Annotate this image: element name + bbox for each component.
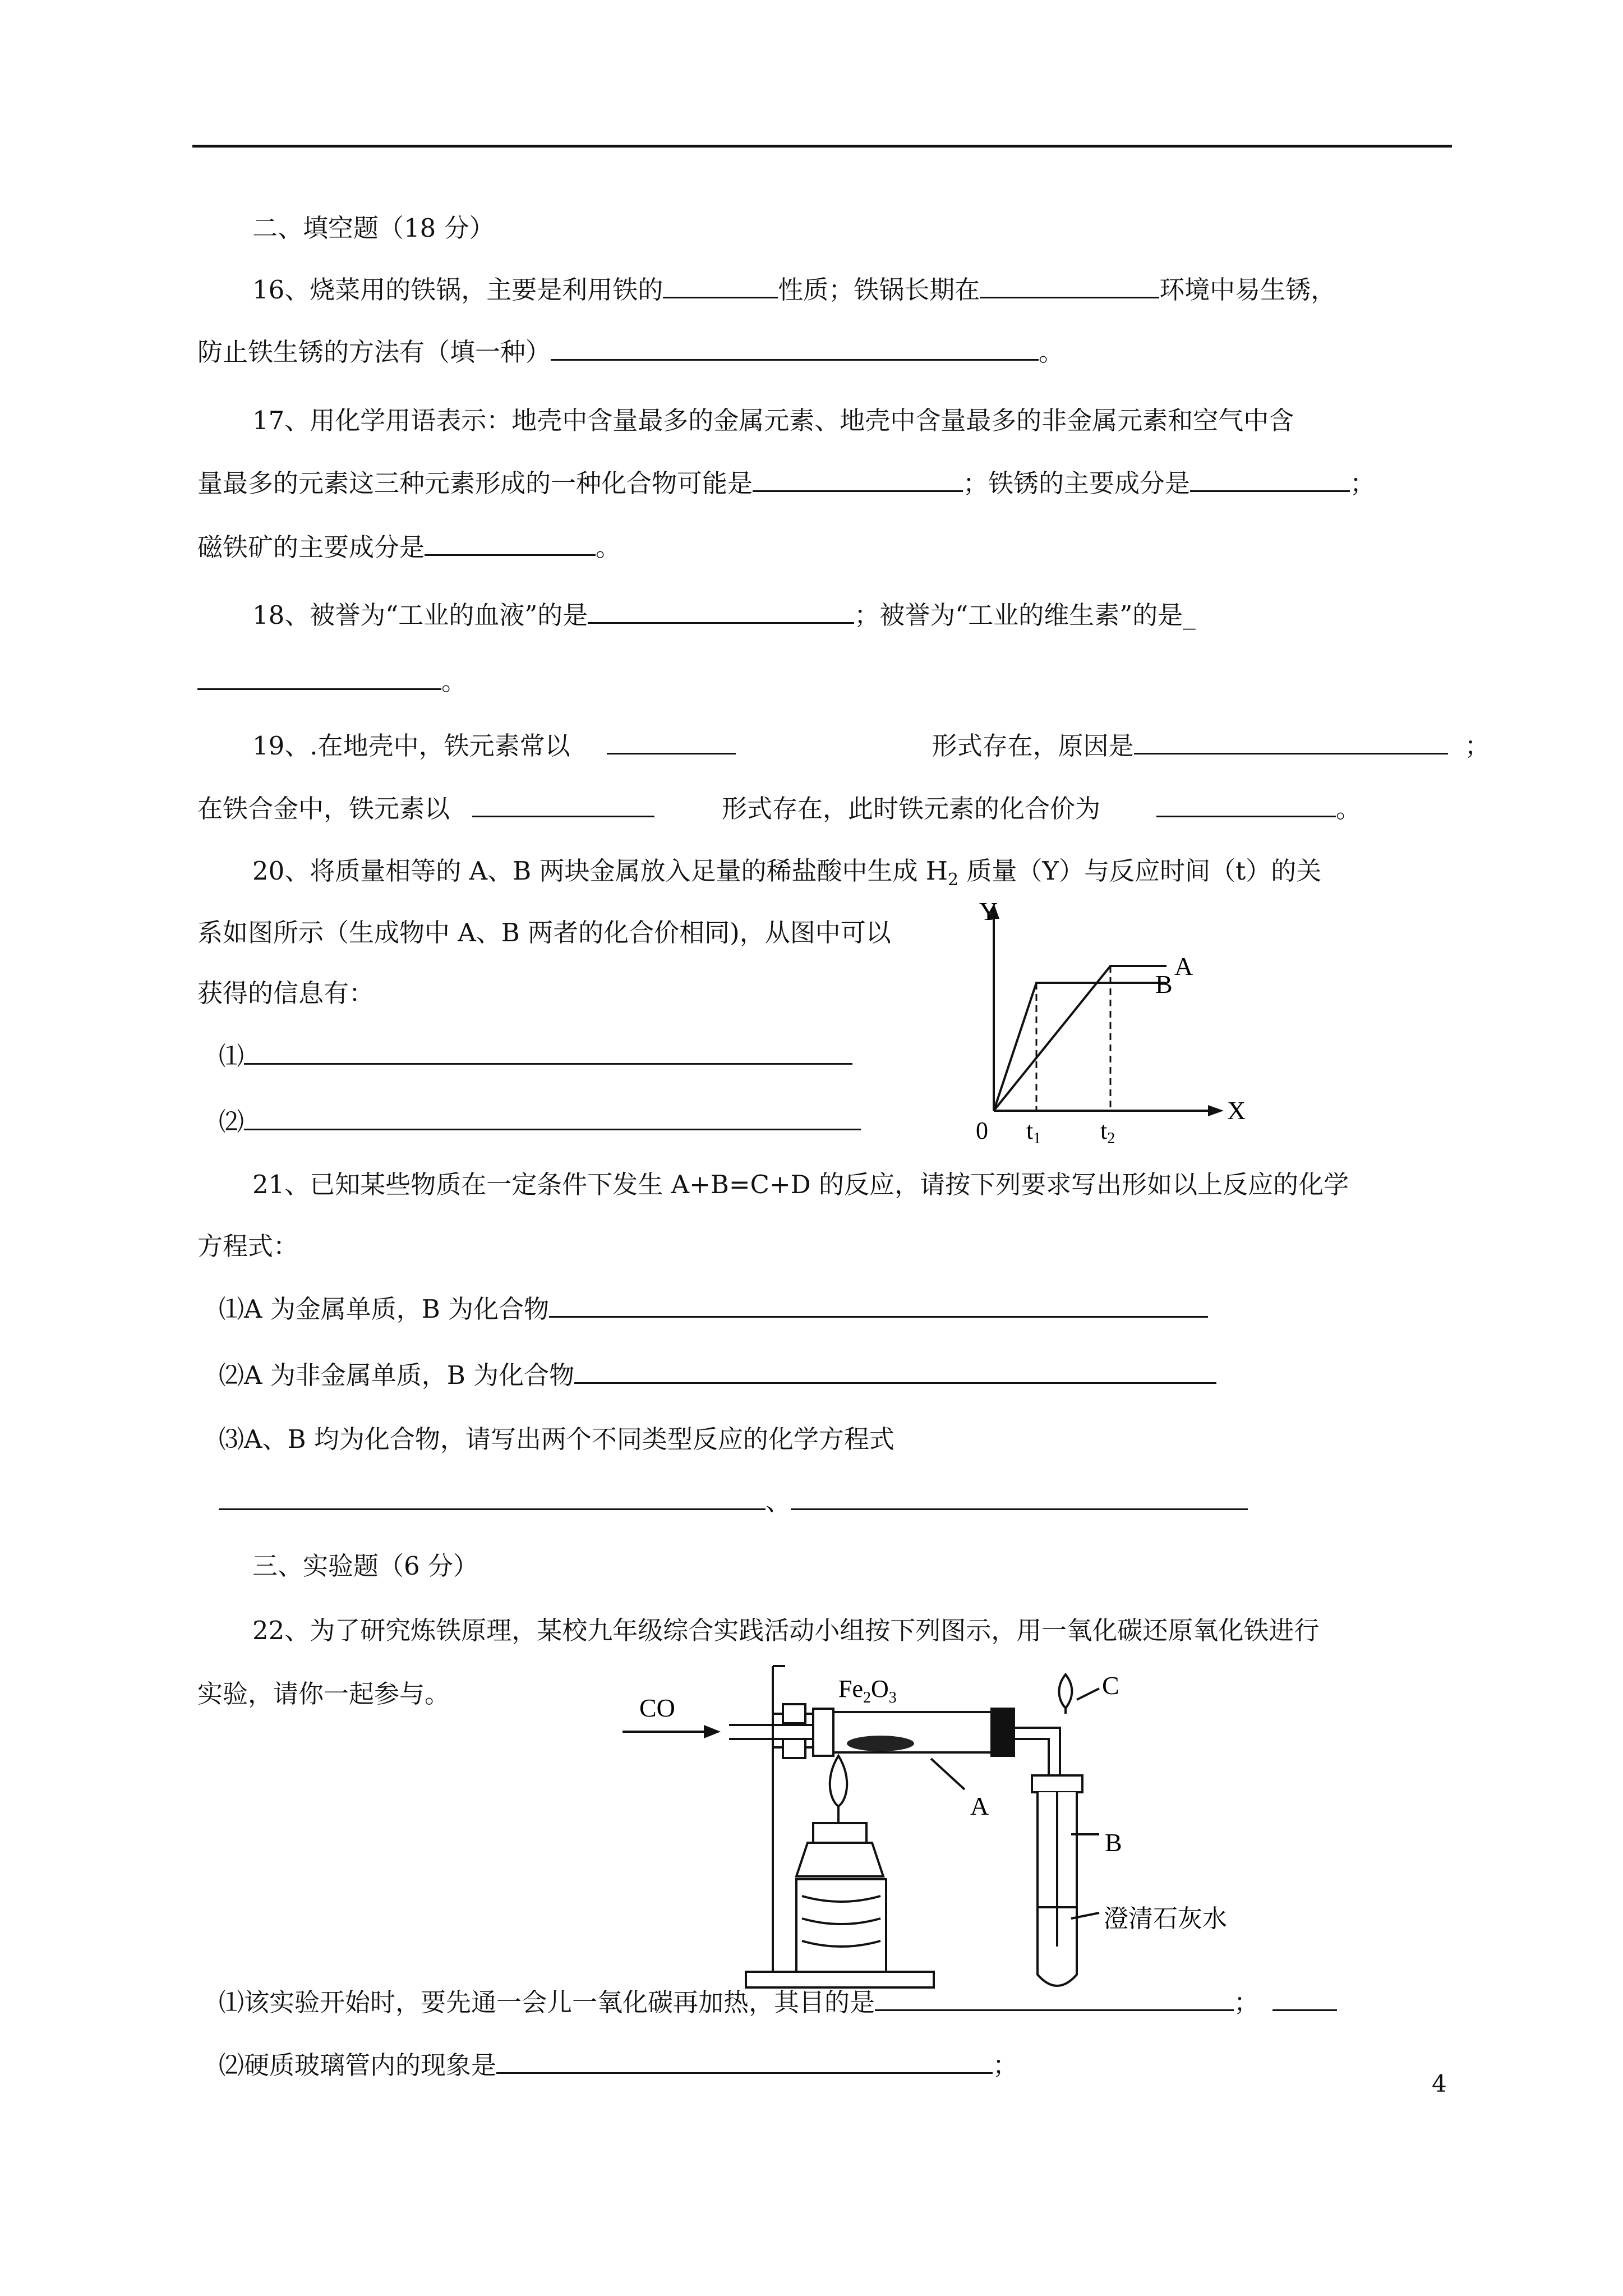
- x-axis-label: X: [1227, 1096, 1246, 1125]
- answer-blank[interactable]: [244, 1105, 861, 1130]
- question-19-line-2: 在铁合金中，铁元素以 形式存在，此时铁元素的化合价为 。: [197, 792, 1361, 826]
- answer-blank[interactable]: [875, 1986, 1234, 2011]
- answer-blank[interactable]: [197, 665, 441, 690]
- answer-blank[interactable]: [753, 467, 963, 492]
- fe2o3-label: $Fe_2O_3$: [838, 1675, 897, 1706]
- wooden-block: [796, 1879, 886, 1972]
- question-22-item-2: ⑵硬质玻璃管内的现象是 ；: [219, 2049, 1018, 2082]
- t1-label: t1: [1026, 1117, 1041, 1147]
- section-3-title: 三、实验题（6 分）: [252, 1551, 478, 1581]
- answer-blank[interactable]: [551, 335, 1039, 361]
- question-20-line-3: 获得的信息有：: [197, 978, 375, 1008]
- question-21-line-2: 方程式：: [197, 1231, 299, 1261]
- co-label: CO: [639, 1694, 675, 1722]
- lamp-collar: [813, 1823, 866, 1843]
- question-21-item-1: ⑴A 为金属单质，B 为化合物: [219, 1292, 1208, 1326]
- answer-blank[interactable]: [791, 1485, 1248, 1510]
- label-b: B: [1105, 1828, 1122, 1857]
- question-16-line-2: 防止铁生锈的方法有（填一种） 。: [197, 335, 1064, 369]
- fe2o3-powder: [847, 1736, 914, 1751]
- pointer-a: [931, 1759, 965, 1789]
- answer-blank[interactable]: [1190, 467, 1350, 492]
- answer-blank[interactable]: [496, 2049, 993, 2074]
- question-21-item-3-blanks: 、: [219, 1485, 1248, 1519]
- answer-blank[interactable]: [980, 273, 1159, 298]
- label-c: C: [1102, 1671, 1119, 1700]
- answer-blank[interactable]: [1134, 729, 1448, 754]
- answer-blank[interactable]: [549, 1292, 1208, 1318]
- line-a-label: A: [1174, 952, 1193, 981]
- test-tube-stopper: [1032, 1775, 1082, 1792]
- hydrogen-time-graph: [953, 892, 1267, 1150]
- question-22-line-1: 22、为了研究炼铁原理，某校九年级综合实践活动小组按下列图示，用一氧化碳还原氧化铁进行: [252, 1616, 1320, 1645]
- clamp-knob-upper: [783, 1704, 805, 1723]
- question-16-line-1: 16、烧菜用的铁锅，主要是利用铁的 性质；铁锅长期在 环境中易生锈，: [252, 273, 1336, 307]
- answer-blank[interactable]: [574, 1359, 1216, 1384]
- t2-label: t2: [1100, 1117, 1115, 1147]
- lamp-flame: [830, 1756, 847, 1806]
- x-axis-arrow: [1208, 1105, 1224, 1116]
- question-21-line-1: 21、已知某些物质在一定条件下发生 A+B=C+D 的反应，请按下列要求写出形如以上反应的化学: [252, 1170, 1349, 1199]
- answer-blank[interactable]: [425, 531, 596, 556]
- flame-c: [1059, 1674, 1072, 1708]
- answer-blank[interactable]: [588, 599, 854, 624]
- question-18-line-2: 。: [197, 665, 467, 698]
- answer-blank[interactable]: [1272, 1986, 1337, 2011]
- question-17-line-2: 量最多的元素这三种元素形成的一种化合物可能是 ；铁锈的主要成分是 ；: [197, 467, 1375, 500]
- answer-blank[interactable]: [607, 729, 736, 754]
- line-a: [994, 966, 1166, 1111]
- alcohol-lamp: [796, 1843, 883, 1876]
- question-17-line-3: 磁铁矿的主要成分是 。: [197, 531, 621, 564]
- tube-stopper-right: [992, 1709, 1014, 1756]
- answer-blank[interactable]: [244, 1039, 852, 1065]
- line-b-label: B: [1155, 970, 1173, 999]
- answer-blank[interactable]: [663, 273, 778, 298]
- question-22-line-2: 实验，请你一起参与。: [197, 1679, 450, 1709]
- question-18-line-1: 18、被誉为“工业的血液”的是 ；被誉为“工业的维生素”的是_: [252, 599, 1196, 632]
- co-reduction-apparatus: [617, 1655, 1290, 2003]
- label-a: A: [970, 1792, 989, 1820]
- question-21-item-3: ⑶A、B 均为化合物，请写出两个不同类型反应的化学方程式: [219, 1424, 895, 1454]
- question-21-item-2: ⑵A 为非金属单质，B 为化合物: [219, 1359, 1216, 1392]
- question-20-item-2: ⑵: [219, 1105, 861, 1139]
- question-22-item-1: ⑴该实验开始时，要先通一会儿一氧化碳再加热，其目的是 ；: [219, 1986, 1337, 2019]
- limewater-label: 澄清石灰水: [1104, 1905, 1227, 1932]
- question-20-line-1: 20、将质量相等的 A、B 两块金属放入足量的稀盐酸中生成 $H_2$ 质量（Y）与反应时间（t）的关: [252, 856, 1322, 890]
- question-20-line-2: 系如图所示（生成物中 A、B 两者的化合价相同)，从图中可以: [197, 918, 891, 947]
- answer-blank[interactable]: [1156, 792, 1336, 817]
- header-rule: [192, 145, 1452, 148]
- stand-base: [746, 1972, 934, 1987]
- question-17-line-1: 17、用化学用语表示：地壳中含量最多的金属元素、地壳中含量最多的非金属元素和空气中含: [252, 406, 1294, 435]
- co-arrowhead: [704, 1725, 721, 1738]
- page-number: 4: [1432, 2070, 1447, 2097]
- pointer-c: [1077, 1688, 1099, 1700]
- section-2-title: 二、填空题（18 分）: [252, 213, 495, 243]
- clamp-knob-lower: [783, 1739, 805, 1758]
- question-19-line-1: 19、.在地壳中，铁元素常以 形式存在，原因是 ；: [252, 729, 1490, 763]
- question-20-item-1: ⑴: [219, 1039, 852, 1073]
- origin-label: 0: [976, 1117, 988, 1144]
- answer-blank[interactable]: [472, 792, 654, 817]
- tube-stopper-left: [813, 1709, 833, 1756]
- y-axis-label: Y: [979, 897, 998, 926]
- answer-blank[interactable]: [219, 1485, 766, 1510]
